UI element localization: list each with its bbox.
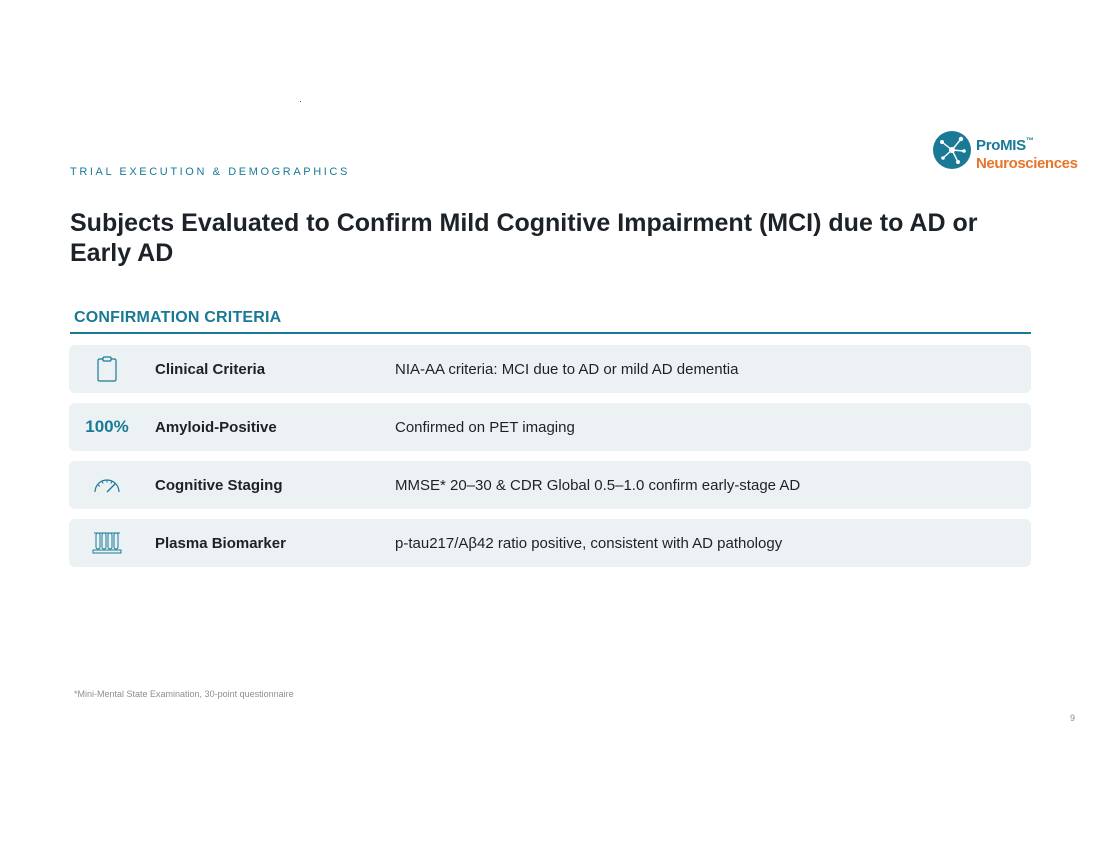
footnote: *Mini-Mental State Examination, 30-point questionnaire	[74, 689, 294, 699]
test-tubes-icon	[92, 530, 122, 556]
criteria-label: Amyloid-Positive	[155, 419, 277, 436]
criteria-label: Clinical Criteria	[155, 361, 266, 378]
logo-tm: ™	[1025, 136, 1034, 145]
criteria-list	[69, 345, 1031, 577]
amyloid-stat: 100%	[85, 417, 129, 436]
criteria-description: MMSE* 20–30 & CDR Global 0.5–1.0 confirm early-stage AD	[395, 477, 801, 494]
gauge-icon	[92, 475, 122, 495]
criteria-description: p-tau217/Aβ42 ratio positive, consistent with AD pathology	[395, 535, 783, 552]
logo-line2: Neurosciences	[976, 155, 1078, 172]
criteria-label: Cognitive Staging	[155, 477, 283, 494]
section-eyebrow: TRIAL EXECUTION & DEMOGRAPHICS	[70, 166, 350, 178]
page-number: 9	[1070, 713, 1076, 723]
stray-dot	[300, 101, 301, 102]
criteria-row-plasma	[69, 519, 1031, 567]
network-logo-icon	[933, 131, 971, 169]
section-divider	[70, 332, 1031, 334]
criteria-row-clinical	[69, 345, 1031, 393]
criteria-row-amyloid	[69, 403, 1031, 451]
criteria-description: NIA-AA criteria: MCI due to AD or mild AD dementia	[395, 361, 739, 378]
section-title: CONFIRMATION CRITERIA	[74, 309, 282, 326]
criteria-row-cognitive	[69, 461, 1031, 509]
clipboard-icon	[96, 356, 118, 382]
criteria-description: Confirmed on PET imaging	[395, 419, 575, 436]
criteria-label: Plasma Biomarker	[155, 535, 286, 552]
logo-line1: ProMIS	[976, 137, 1026, 154]
page-title: Subjects Evaluated to Confirm Mild Cognitive Impairment (MCI) due to AD or Early AD	[70, 209, 978, 267]
promis-logo	[933, 130, 1093, 170]
